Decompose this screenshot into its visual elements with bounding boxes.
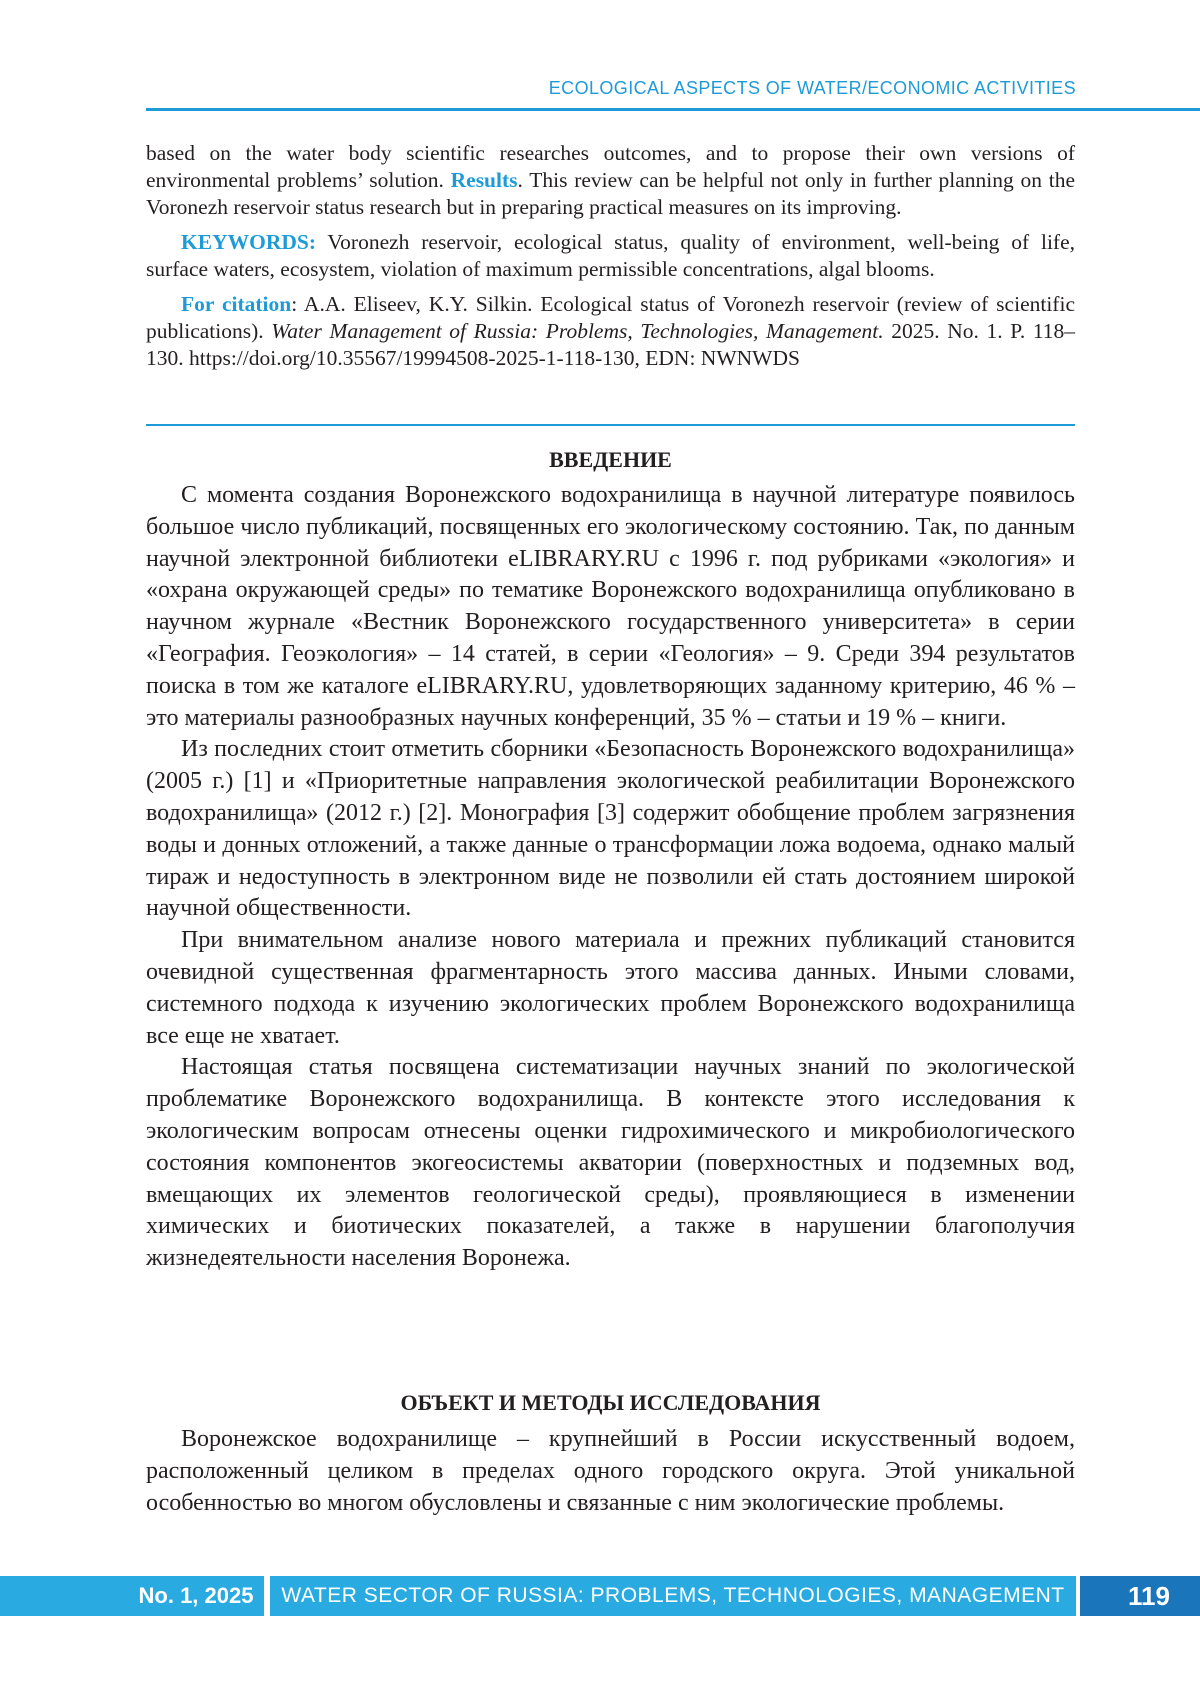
footer-journal-title: WATER SECTOR OF RUSSIA: PROBLEMS, TECHNOLOGIES, MANAGEMENT	[270, 1576, 1076, 1616]
page-number: 119	[1080, 1576, 1200, 1616]
footer-band	[0, 1576, 128, 1616]
abstract-divider	[146, 424, 1075, 426]
abstract-block	[146, 140, 1075, 380]
intro-heading: ВВЕДЕНИЕ	[549, 447, 672, 472]
intro-body	[146, 480, 1075, 1275]
running-header: ECOLOGICAL ASPECTS OF WATER/ECONOMIC ACTIVITIES	[548, 78, 1076, 98]
intro-paragraph: При внимательном анализе нового материала и прежних публикаций становится очевидной существенная фрагментарность этого массива данных. Иными словами, системного подхода к изучению экологических проблем Воронежского водохранилища все еще не хватает.	[146, 927, 1075, 1049]
keywords-label: KEYWORDS:	[181, 230, 316, 254]
citation-label: For citation	[181, 292, 292, 316]
intro-paragraph: Настоящая статья посвящена систематизации научных знаний по экологической проблематике Воронежского водохранилища. В контексте этого исследования к экологическим вопросам отнесены оценки гидрохимического и микробиологического состояния компонентов экогеосистемы акватории (поверхностных и подземных вод, вмещающих их элементов геологической среды), проявляющиеся в изменении химических и биотических показателей, а также в нарушении благополучия жизнедеятельности населения Воронежа.	[146, 1054, 1075, 1272]
methods-heading: ОБЪЕКТ И МЕТОДЫ ИССЛЕДОВАНИЯ	[400, 1390, 821, 1415]
intro-paragraph: Из последних стоит отметить сборники «Безопасность Воронежского водохранилища» (2005 г.) [1] и «Приоритетные направления экологической реабилитации Воронежского водохранилища» (2012 г.) [2]. Монография [3] содержит обобщение проблем загрязнения воды и донных отложений, а также данные о трансформации ложа водоема, однако малый тираж и недоступность в электронном виде не позволили ей стать достоянием широкой научной общественности.	[146, 736, 1075, 922]
citation-text: : A.A. Eliseev, K.Y. Silkin. Ecological status of Voronezh reservoir (review of scientific publications).	[146, 292, 1075, 343]
intro-paragraph: С момента создания Воронежского водохранилища в научной литературе появилось большое число публикаций, посвященных его экологическому состоянию. Так, по данным научной электронной библиотеки eLIBRARY.RU с 1996 г. под рубриками «экология» и «охрана окружающей среды» по тематике Воронежского водохранилища опубликовано в научном журнале «Вестник Воронежского государственного университета» в серии «География. Геоэкология» – 14 статей, в серии «Геология» – 9. Среди 394 результатов поиска в том же каталоге eLIBRARY.RU, удовлетворяющих заданному критерию, 46 % – это материалы разнообразных научных конференций, 35 % – статьи и 19 % – книги.	[146, 482, 1075, 731]
abstract-text: based on the water body scientific researches outcomes, and to propose their own versions of environmental problems’ solution.	[146, 141, 1075, 192]
citation-journal: Water Management of Russia: Problems, Technologies, Management.	[271, 319, 884, 343]
header-rule	[146, 108, 1200, 111]
keywords-paragraph	[146, 229, 1075, 283]
citation-rest: 2025. No. 1. P. 118–130. https://doi.org/10.35567/19994508-2025-1-118-130, EDN: NWNWDS	[146, 319, 1076, 370]
methods-paragraph: Воронежское водохранилище – крупнейший в России искусственный водоем, расположенный целиком в пределах одного городского округа. Этой уникальной особенностью во многом обусловлены и связанные с ним экологические проблемы.	[146, 1426, 1075, 1516]
results-label: Results	[450, 168, 518, 192]
methods-body	[146, 1424, 1075, 1519]
abstract-paragraph	[146, 140, 1075, 221]
keywords-text: Voronezh reservoir, ecological status, quality of environment, well-being of life, surface waters, ecosystem, violation of maximum permissible concentrations, algal blooms.	[146, 230, 1075, 281]
results-text: . This review can be helpful not only in further planning on the Voronezh reservoir status research but in preparing practical measures on its improving.	[146, 168, 1075, 219]
citation-paragraph	[146, 291, 1075, 372]
page-footer	[0, 1576, 1200, 1616]
footer-issue: No. 1, 2025	[128, 1576, 264, 1616]
